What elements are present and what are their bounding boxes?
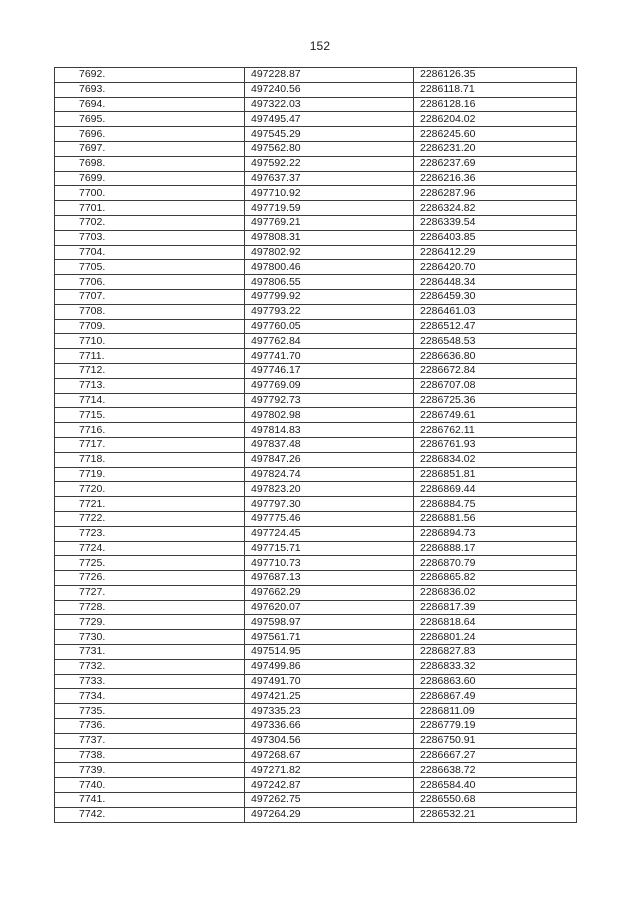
table-row (55, 482, 577, 497)
table-row (55, 719, 577, 734)
table-row (55, 319, 577, 334)
x-coordinate-cell: 497799.92 (245, 289, 414, 304)
table-row (55, 171, 577, 186)
x-coordinate-cell: 497719.59 (245, 201, 414, 216)
y-coordinate-cell: 2286725.36 (414, 393, 577, 408)
x-coordinate-cell: 497242.87 (245, 778, 414, 793)
x-coordinate-cell: 497724.45 (245, 526, 414, 541)
y-coordinate-cell: 2286204.02 (414, 112, 577, 127)
point-number-cell: 7717. (55, 437, 245, 452)
point-number-cell: 7731. (55, 645, 245, 660)
x-coordinate-cell: 497592.22 (245, 156, 414, 171)
y-coordinate-cell: 2286636.80 (414, 349, 577, 364)
y-coordinate-cell: 2286888.17 (414, 541, 577, 556)
table-row (55, 260, 577, 275)
x-coordinate-cell: 497806.55 (245, 275, 414, 290)
y-coordinate-cell: 2286128.16 (414, 97, 577, 112)
x-coordinate-cell: 497637.37 (245, 171, 414, 186)
point-number-cell: 7703. (55, 230, 245, 245)
table-row (55, 289, 577, 304)
point-number-cell: 7740. (55, 778, 245, 793)
x-coordinate-cell: 497562.80 (245, 141, 414, 156)
x-coordinate-cell: 497823.20 (245, 482, 414, 497)
table-row (55, 230, 577, 245)
point-number-cell: 7707. (55, 289, 245, 304)
point-number-cell: 7723. (55, 526, 245, 541)
table-row (55, 275, 577, 290)
table-row (55, 141, 577, 156)
table-row (55, 763, 577, 778)
table-row (55, 556, 577, 571)
table-row (55, 793, 577, 808)
y-coordinate-cell: 2286801.24 (414, 630, 577, 645)
point-number-cell: 7741. (55, 793, 245, 808)
x-coordinate-cell: 497514.95 (245, 645, 414, 660)
x-coordinate-cell: 497495.47 (245, 112, 414, 127)
point-number-cell: 7739. (55, 763, 245, 778)
y-coordinate-cell: 2286412.29 (414, 245, 577, 260)
x-coordinate-cell: 497792.73 (245, 393, 414, 408)
y-coordinate-cell: 2286851.81 (414, 467, 577, 482)
table-row (55, 733, 577, 748)
x-coordinate-cell: 497793.22 (245, 304, 414, 319)
point-number-cell: 7742. (55, 807, 245, 822)
y-coordinate-cell: 2286827.83 (414, 645, 577, 660)
point-number-cell: 7693. (55, 82, 245, 97)
table-row (55, 423, 577, 438)
table-row (55, 645, 577, 660)
y-coordinate-cell: 2286865.82 (414, 571, 577, 586)
point-number-cell: 7705. (55, 260, 245, 275)
y-coordinate-cell: 2286749.61 (414, 408, 577, 423)
point-number-cell: 7721. (55, 497, 245, 512)
x-coordinate-cell: 497228.87 (245, 68, 414, 83)
table-row (55, 511, 577, 526)
point-number-cell: 7708. (55, 304, 245, 319)
x-coordinate-cell: 497715.71 (245, 541, 414, 556)
y-coordinate-cell: 2286834.02 (414, 452, 577, 467)
x-coordinate-cell: 497662.29 (245, 585, 414, 600)
y-coordinate-cell: 2286817.39 (414, 600, 577, 615)
table-row (55, 215, 577, 230)
table-row (55, 571, 577, 586)
table-row (55, 82, 577, 97)
y-coordinate-cell: 2286833.32 (414, 659, 577, 674)
y-coordinate-cell: 2286512.47 (414, 319, 577, 334)
x-coordinate-cell: 497769.21 (245, 215, 414, 230)
coordinates-table (54, 67, 577, 823)
table-row (55, 659, 577, 674)
y-coordinate-cell: 2286584.40 (414, 778, 577, 793)
point-number-cell: 7710. (55, 334, 245, 349)
x-coordinate-cell: 497837.48 (245, 437, 414, 452)
x-coordinate-cell: 497687.13 (245, 571, 414, 586)
x-coordinate-cell: 497620.07 (245, 600, 414, 615)
y-coordinate-cell: 2286707.08 (414, 378, 577, 393)
y-coordinate-cell: 2286884.75 (414, 497, 577, 512)
x-coordinate-cell: 497322.03 (245, 97, 414, 112)
table-row (55, 393, 577, 408)
table-row (55, 186, 577, 201)
point-number-cell: 7738. (55, 748, 245, 763)
table-row (55, 68, 577, 83)
x-coordinate-cell: 497808.31 (245, 230, 414, 245)
x-coordinate-cell: 497741.70 (245, 349, 414, 364)
point-number-cell: 7730. (55, 630, 245, 645)
table-row (55, 452, 577, 467)
point-number-cell: 7735. (55, 704, 245, 719)
x-coordinate-cell: 497824.74 (245, 467, 414, 482)
y-coordinate-cell: 2286550.68 (414, 793, 577, 808)
x-coordinate-cell: 497775.46 (245, 511, 414, 526)
table-row (55, 704, 577, 719)
x-coordinate-cell: 497769.09 (245, 378, 414, 393)
point-number-cell: 7711. (55, 349, 245, 364)
table-row (55, 304, 577, 319)
point-number-cell: 7715. (55, 408, 245, 423)
y-coordinate-cell: 2286762.11 (414, 423, 577, 438)
x-coordinate-cell: 497561.71 (245, 630, 414, 645)
y-coordinate-cell: 2286216.36 (414, 171, 577, 186)
table-row (55, 378, 577, 393)
point-number-cell: 7726. (55, 571, 245, 586)
point-number-cell: 7733. (55, 674, 245, 689)
x-coordinate-cell: 497847.26 (245, 452, 414, 467)
point-number-cell: 7734. (55, 689, 245, 704)
table-row (55, 245, 577, 260)
table-row (55, 408, 577, 423)
x-coordinate-cell: 497710.73 (245, 556, 414, 571)
y-coordinate-cell: 2286672.84 (414, 363, 577, 378)
x-coordinate-cell: 497545.29 (245, 127, 414, 142)
table-row (55, 541, 577, 556)
x-coordinate-cell: 497336.66 (245, 719, 414, 734)
y-coordinate-cell: 2286403.85 (414, 230, 577, 245)
x-coordinate-cell: 497421.25 (245, 689, 414, 704)
y-coordinate-cell: 2286867.49 (414, 689, 577, 704)
x-coordinate-cell: 497814.83 (245, 423, 414, 438)
y-coordinate-cell: 2286761.93 (414, 437, 577, 452)
point-number-cell: 7702. (55, 215, 245, 230)
y-coordinate-cell: 2286667.27 (414, 748, 577, 763)
table-row (55, 778, 577, 793)
point-number-cell: 7718. (55, 452, 245, 467)
table-row (55, 467, 577, 482)
table-row (55, 585, 577, 600)
table-row (55, 600, 577, 615)
point-number-cell: 7719. (55, 467, 245, 482)
table-row (55, 437, 577, 452)
y-coordinate-cell: 2286750.91 (414, 733, 577, 748)
x-coordinate-cell: 497746.17 (245, 363, 414, 378)
table-row (55, 201, 577, 216)
point-number-cell: 7698. (55, 156, 245, 171)
point-number-cell: 7712. (55, 363, 245, 378)
point-number-cell: 7728. (55, 600, 245, 615)
point-number-cell: 7736. (55, 719, 245, 734)
y-coordinate-cell: 2286448.34 (414, 275, 577, 290)
table-row (55, 630, 577, 645)
x-coordinate-cell: 497264.29 (245, 807, 414, 822)
point-number-cell: 7692. (55, 68, 245, 83)
y-coordinate-cell: 2286638.72 (414, 763, 577, 778)
y-coordinate-cell: 2286548.53 (414, 334, 577, 349)
page-number: 152 (309, 39, 331, 53)
y-coordinate-cell: 2286779.19 (414, 719, 577, 734)
point-number-cell: 7709. (55, 319, 245, 334)
x-coordinate-cell: 497762.84 (245, 334, 414, 349)
y-coordinate-cell: 2286237.69 (414, 156, 577, 171)
point-number-cell: 7695. (55, 112, 245, 127)
x-coordinate-cell: 497304.56 (245, 733, 414, 748)
y-coordinate-cell: 2286245.60 (414, 127, 577, 142)
table-row (55, 127, 577, 142)
y-coordinate-cell: 2286324.82 (414, 201, 577, 216)
x-coordinate-cell: 497335.23 (245, 704, 414, 719)
y-coordinate-cell: 2286461.03 (414, 304, 577, 319)
table-row (55, 689, 577, 704)
y-coordinate-cell: 2286231.20 (414, 141, 577, 156)
y-coordinate-cell: 2286459.30 (414, 289, 577, 304)
y-coordinate-cell: 2286287.96 (414, 186, 577, 201)
table-row (55, 526, 577, 541)
table-row (55, 97, 577, 112)
table-row (55, 334, 577, 349)
point-number-cell: 7704. (55, 245, 245, 260)
table-row (55, 807, 577, 822)
point-number-cell: 7706. (55, 275, 245, 290)
x-coordinate-cell: 497499.86 (245, 659, 414, 674)
x-coordinate-cell: 497710.92 (245, 186, 414, 201)
table-row (55, 674, 577, 689)
coordinates-table-body (55, 68, 577, 823)
table-row (55, 615, 577, 630)
y-coordinate-cell: 2286869.44 (414, 482, 577, 497)
x-coordinate-cell: 497491.70 (245, 674, 414, 689)
point-number-cell: 7732. (55, 659, 245, 674)
y-coordinate-cell: 2286881.56 (414, 511, 577, 526)
x-coordinate-cell: 497271.82 (245, 763, 414, 778)
table-row (55, 363, 577, 378)
y-coordinate-cell: 2286894.73 (414, 526, 577, 541)
point-number-cell: 7700. (55, 186, 245, 201)
y-coordinate-cell: 2286836.02 (414, 585, 577, 600)
y-coordinate-cell: 2286339.54 (414, 215, 577, 230)
table-row (55, 156, 577, 171)
table-row (55, 748, 577, 763)
point-number-cell: 7729. (55, 615, 245, 630)
point-number-cell: 7696. (55, 127, 245, 142)
x-coordinate-cell: 497262.75 (245, 793, 414, 808)
y-coordinate-cell: 2286870.79 (414, 556, 577, 571)
y-coordinate-cell: 2286126.35 (414, 68, 577, 83)
point-number-cell: 7725. (55, 556, 245, 571)
point-number-cell: 7727. (55, 585, 245, 600)
y-coordinate-cell: 2286532.21 (414, 807, 577, 822)
table-row (55, 349, 577, 364)
point-number-cell: 7714. (55, 393, 245, 408)
x-coordinate-cell: 497802.98 (245, 408, 414, 423)
y-coordinate-cell: 2286811.09 (414, 704, 577, 719)
point-number-cell: 7720. (55, 482, 245, 497)
point-number-cell: 7737. (55, 733, 245, 748)
x-coordinate-cell: 497268.67 (245, 748, 414, 763)
point-number-cell: 7716. (55, 423, 245, 438)
point-number-cell: 7722. (55, 511, 245, 526)
y-coordinate-cell: 2286420.70 (414, 260, 577, 275)
point-number-cell: 7694. (55, 97, 245, 112)
x-coordinate-cell: 497760.05 (245, 319, 414, 334)
table-row (55, 497, 577, 512)
y-coordinate-cell: 2286118.71 (414, 82, 577, 97)
x-coordinate-cell: 497598.97 (245, 615, 414, 630)
y-coordinate-cell: 2286818.64 (414, 615, 577, 630)
y-coordinate-cell: 2286863.60 (414, 674, 577, 689)
x-coordinate-cell: 497797.30 (245, 497, 414, 512)
point-number-cell: 7724. (55, 541, 245, 556)
x-coordinate-cell: 497802.92 (245, 245, 414, 260)
x-coordinate-cell: 497800.46 (245, 260, 414, 275)
point-number-cell: 7713. (55, 378, 245, 393)
table-row (55, 112, 577, 127)
x-coordinate-cell: 497240.56 (245, 82, 414, 97)
point-number-cell: 7699. (55, 171, 245, 186)
point-number-cell: 7701. (55, 201, 245, 216)
point-number-cell: 7697. (55, 141, 245, 156)
